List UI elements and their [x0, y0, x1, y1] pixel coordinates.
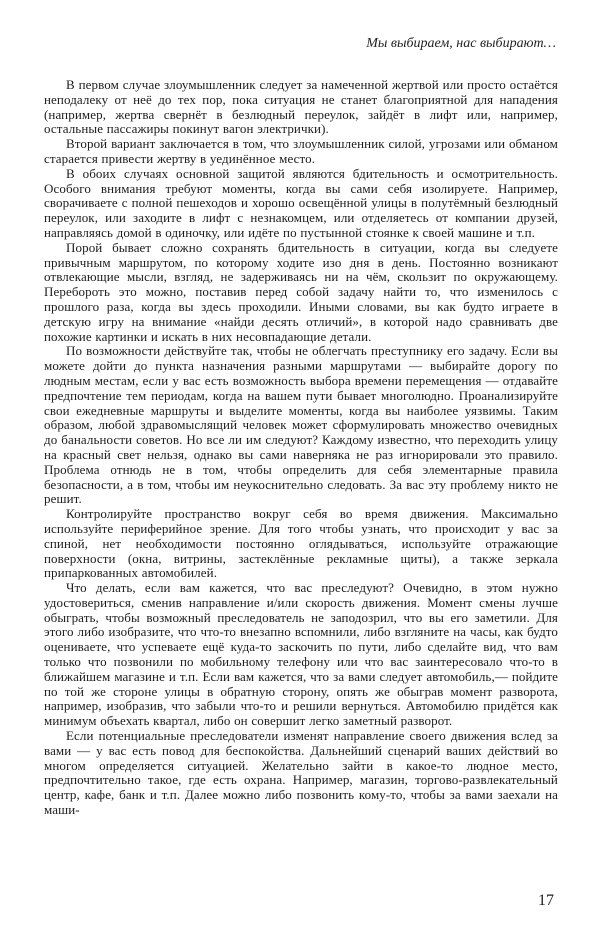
running-header: Мы выбираем, нас выбирают…	[366, 36, 556, 51]
page-number: 17	[538, 892, 554, 909]
paragraph: Второй вариант заключается в том, что злоумышленник силой, угрозами или обманом старается привести жертву в уединённое место.	[44, 136, 558, 166]
paragraph: По возможности действуйте так, чтобы не облегчать преступнику его задачу. Если вы можете дойти до пункта назначения разными маршрутами — выбирайте дорогу по людным местам, если у вас есть возможность выбора времени перемещения — отдавайте предпочтение тем периодам, когда на вашем пути бывает многолюдно. Проанализируйте свои ежедневные маршруты и выделите моменты, когда вы наиболее уязвимы. Таким образом, любой здравомыслящий человек может сформулировать множество очевидных до банальности советов. Но все ли им следуют? Каждому известно, что переходить улицу на красный свет нельзя, однако вы сами наверняка не раз игнорировали это правило. Проблема отнюдь не в том, чтобы определить для себя элементарные правила безопасности, а в том, чтобы им неукоснительно следовать. За вас эту проблему никто не решит.	[44, 343, 558, 507]
paragraph: Что делать, если вам кажется, что вас преследуют? Очевидно, в этом нужно удостовериться, сменив направление и/или скорость движения. Момент смены лучше обыграть, чтобы возможный преследователь не заподозрил, что вы его заметили. Для этого либо изобразите, что что-то внезапно вспомнили, либо взгляните на часы, как будто оцениваете, что успеваете ещё куда-то заскочить по пути, либо сделайте вид, что вам только что позвонили по мобильному телефону или что вас заинтересовало что-то в ближайшем магазине и т.п. Если вам кажется, что за вами следует автомобиль,— пойдите по той же стороне улицы в обратную сторону, опять же обыграв момент разворота, например, изобразив, что забыли что-то и решили вернуться. Автомобилю придётся как минимум объехать квартал, либо он совершит легко заметный разворот.	[44, 580, 558, 729]
paragraph: В обоих случаях основной защитой являются бдительность и осмотрительность. Особого внимания требуют моменты, когда вы сами себя изолируете. Например, сворачиваете с полной пешеходов и хорошо освещённой улицы в полутёмный безлюдный переулок, или заходите в лифт с незнакомцем, или отделяетесь от компании друзей, направляясь домой в одиночку, или идёте по пустынной стоянке к своей машине и т.п.	[44, 165, 558, 240]
paragraph: Порой бывает сложно сохранять бдительность в ситуации, когда вы следуете привычным маршрутом, по которому ходите изо дня в день. Постоянно возникают отвлекающие мысли, взгляд, не задерживаясь ни на чём, скользит по окружающему. Перебороть это можно, поставив перед собой задачу найти то, что изменилось с прошлого раза, когда вы здесь проходили. Иными словами, вы как будто играете в детскую игру на внимание «найди десять отличий», в которой надо сравнивать две похожие картинки и искать в них несовпадающие детали.	[44, 239, 558, 344]
paragraph: Контролируйте пространство вокруг себя во время движения. Максимально используйте периферийное зрение. Для того чтобы узнать, что происходит у вас за спиной, нет необходимости постоянно оглядываться, используйте отражающие поверхности (окна, витрины, застеклённые рекламные щиты), а также зеркала припаркованных автомобилей.	[44, 506, 558, 581]
paragraph: Если потенциальные преследователи изменят направление своего движения вслед за вами — у вас есть повод для беспокойства. Дальнейший сценарий ваших действий во многом определяется ситуацией. Желательно зайти в какое-то людное место, предпочтительно такое, где есть охрана. Например, магазин, торгово-развлекательный центр, кафе, банк и т.п. Далее можно либо позвонить кому-то, чтобы за вами заехали на маши-	[44, 728, 558, 818]
text-block	[44, 78, 558, 818]
paragraph: В первом случае злоумышленник следует за намеченной жертвой или просто остаётся неподалеку от неё до тех пор, пока ситуация не станет благоприятной для нападения (например, жертва свернёт в безлюдный переулок, зайдёт в лифт или, например, остальные пассажиры покинут вагон электрички).	[44, 77, 558, 137]
